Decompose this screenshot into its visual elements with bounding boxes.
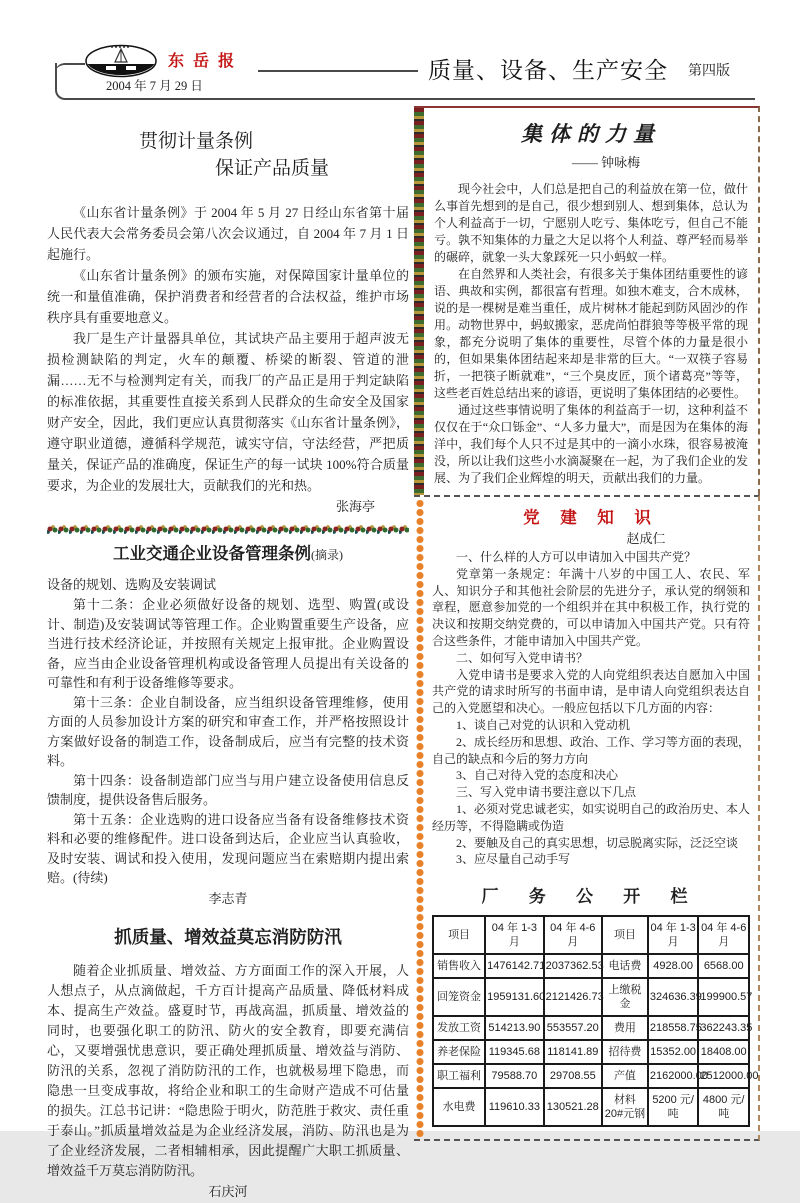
- paragraph: 入党申请书是要求入党的人向党组织表达自愿加入中国共产党的请求时所写的书面申请，是申请人向党组织表达自己的入党愿望和决心。一般应包括以下几方面的内容：: [432, 667, 750, 716]
- section-title: 质量、设备、生产安全: [428, 58, 668, 83]
- paragraph: 第十三条：企业自制设备，应当组织设备管理维修，使用方面的人员参加设计方案的研究和审查工作，并严格按照设计方案做好设备的制造工作，设备制成后，应当有完整的技术资料。: [47, 694, 409, 768]
- cell-item: 发放工资: [433, 1016, 485, 1040]
- column-header: 04 年 4-6 月: [698, 916, 749, 954]
- cell-value: 1959131.60: [485, 978, 543, 1016]
- article-metrology: [47, 128, 409, 518]
- cell-value: 218558.75: [648, 1016, 699, 1040]
- paragraph: 第十四条：设备制造部门应当与用户建立设备使用信息反馈制度，提供设备售后服务。: [47, 772, 409, 807]
- party-knowledge-panel: [414, 495, 760, 1141]
- article-title-text: 工业交通企业设备管理条例: [113, 545, 311, 563]
- paragraph: 1、必须对党忠诚老实，如实说明自己的政治历史、本人经历等，不得隐瞒或伪造: [432, 801, 751, 833]
- paragraph: 一、什么样的人方可以申请加入中国共产党？: [456, 550, 697, 564]
- cell-item: 材料 20#元钢: [602, 1088, 648, 1126]
- cell-item: 职工福利: [433, 1064, 485, 1088]
- cell-item: 电话费: [602, 954, 648, 978]
- article-title: 贯彻计量条例: [139, 131, 254, 152]
- cell-value: 2162000.00: [648, 1064, 699, 1088]
- issue-date: 2004 年 7 月 29 日: [106, 79, 203, 93]
- factory-disclosure-table: [432, 915, 759, 1127]
- cell-item: 水电费: [433, 1088, 485, 1126]
- column-header: 项目: [602, 916, 648, 954]
- paragraph: 第十二条：企业必须做好设备的规划、选型、购置(或设计、制造)及安装调试等管理工作。企业购置重要生产设备，应当进行技术经济论证，并按照有关规定上报审批。企业购置设备，应当由企业设备管理机构或设备管理人员提出有关设备的可靠性和有利于设备维修等要求。: [47, 597, 409, 690]
- vine-border-decoration: [414, 108, 424, 495]
- cell-item: 养老保险: [433, 1040, 485, 1064]
- cell-value: 118141.89: [544, 1040, 602, 1064]
- paragraph: 2、要触及自己的真实思想，切忌脱离实际，泛泛空谈: [456, 835, 739, 850]
- essay-byline: —— 钟咏梅: [571, 155, 641, 170]
- cell-value: 119610.33: [485, 1088, 543, 1126]
- paragraph: 通过这些事情说明了集体的利益高于一切，这种利益不仅仅在于“众口铄金”、“人多力量大”，而是因为在集体的海洋中，我们每个人只不过是其中的一滴小水珠，很容易被淹没，所以让我们这些小水滴凝聚在一起，为了我们企业的发展、为了我们企业辉煌的明天，贡献出我们的力量。: [434, 403, 748, 485]
- newspaper-logo-icon: [84, 44, 158, 78]
- cell-value: 514213.90: [485, 1016, 543, 1040]
- cell-value: 4928.00: [648, 954, 699, 978]
- paragraph: 2、成长经历和思想、政治、工作、学习等方面的表现，自己的缺点和今后的努力方向: [432, 734, 751, 766]
- cell-value: 199900.57: [698, 978, 749, 1016]
- cell-value: 29708.55: [544, 1064, 602, 1088]
- article-title: [47, 540, 409, 564]
- cell-value: 2037362.53: [544, 954, 602, 978]
- party-section-title: 党 建 知 识: [523, 509, 659, 527]
- cell-value: 130521.28: [544, 1088, 602, 1126]
- cell-value: 5200 元/吨: [648, 1088, 699, 1126]
- cell-item: 费用: [602, 1016, 648, 1040]
- article-title-suffix: (摘录): [311, 548, 343, 562]
- cell-value: 553557.20: [544, 1016, 602, 1040]
- cell-value: 119345.68: [485, 1040, 543, 1064]
- cell-item: 上缴税金: [602, 978, 648, 1016]
- cell-value: 4800 元/吨: [698, 1088, 749, 1126]
- edition-label: 第四版: [688, 64, 730, 79]
- paragraph: 我厂是生产计量器具单位，其试块产品主要用于超声波无损检测缺陷的判定，火车的颠覆、桥梁的断裂、管道的泄漏……无不与检测判定有关，而我厂的产品正是用于判定缺陷的标准依据，其重要性直接关系到人民群众的生命安全及国家财产安全，因此，我们更应认真贯彻落实《山东省计量条例》，遵守职业道德，遵循科学规范，诚实守信，守法经营，严把质量关，保证产品的准确度，保证生产的每一试块 100%符合质量要求，为企业的发展壮大，贡献我们的光和热。: [47, 331, 409, 493]
- cell-value: 18408.00: [698, 1040, 749, 1064]
- flower-divider: [47, 525, 409, 534]
- article-title: 保证产品质量: [215, 158, 330, 179]
- paragraph: 二、如何写入党申请书？: [456, 650, 589, 665]
- party-byline: 赵成仁: [626, 531, 666, 546]
- left-column: [47, 128, 409, 1203]
- cell-item: 销售收入: [433, 954, 485, 978]
- paragraph: 《山东省计量条例》的颁布实施，对保障国家计量单位的统一和量值准确，保护消费者和经营者的合法权益，维护市场秩序具有重要地意义。: [47, 268, 409, 325]
- factory-board-title: 厂 务 公 开 栏: [481, 887, 701, 907]
- paragraph: 在自然界和人类社会，有很多关于集体团结重要性的谚语、典故和实例，都很富有哲理。如独木难支，合木成林，说的是一棵树是难当重任，成片树林才能起到防风固沙的作用。动物世界中，蚂蚁搬家，恶虎尚怕群狼等等极平常的现象，都充分说明了集体的重要性，尽管个体的力量是很小的，但如果集体团结起来却是非常的巨大。“一双筷子容易折，一把筷子断就难”，“三个臭皮匠，顶个诸葛亮”等等，这些老百姓总结出来的谚语，更说明了集体团结的必要性。: [434, 267, 748, 400]
- paragraph: 现今社会中，人们总是把自己的利益放在第一位，做什么事首先想到的是自己，很少想到别人、想到集体，总认为个人利益高于一切，宁愿别人吃亏、集体吃亏，但自己不能亏。孰不知集体的力量之大足以将个人利益、尊严轻而易举的碾碎，就象一头大象踩死一只小蚂蚁一样。: [434, 182, 748, 264]
- column-header: 项目: [433, 916, 485, 954]
- author-signature: 张海亭: [335, 499, 375, 514]
- essay-panel-collective-power: [414, 106, 760, 495]
- paragraph: 第十五条：企业选购的进口设备应当备有设备维修技术资料和必要的维修配件。进口设备到达后，企业应当认真验收，及时安装、调试和投入使用，发现问题应当在索赔期内提出索赔。(待续): [47, 811, 409, 885]
- table-row: [433, 1088, 749, 1126]
- paragraph: 3、应尽量自己动手写: [456, 852, 571, 867]
- article-title: 抓质量、增效益莫忘消防防汛: [114, 926, 342, 947]
- article-equipment-regulation: [47, 540, 409, 910]
- article-fire-flood: [47, 924, 409, 1203]
- column-header: 04 年 1-3 月: [485, 916, 543, 954]
- table-row: [433, 1016, 749, 1040]
- right-column: [414, 106, 760, 1141]
- table-row: [433, 1064, 749, 1088]
- paragraph: 党章第一条规定：年满十八岁的中国工人、农民、军人、知识分子和其他社会阶层的先进分子，承认党的纲领和章程，愿意参加党的一个组织并在其中积极工作，执行党的决议和按期交纳党费的，可以申请加入中国共产党。只有符合这些条件，才能申请加入中国共产党。: [432, 566, 750, 648]
- column-header: 04 年 4-6 月: [544, 916, 602, 954]
- cell-value: 2512000.00: [698, 1064, 749, 1088]
- author-signature: 石庆河: [208, 1183, 248, 1199]
- table-row: [433, 978, 749, 1016]
- cell-item: 招待费: [602, 1040, 648, 1064]
- scallop-border-decoration: [416, 499, 424, 1137]
- cell-value: 6568.00: [698, 954, 749, 978]
- cell-item: 产值: [602, 1064, 648, 1088]
- paragraph: 1、谈自己对党的认识和入党动机: [456, 717, 631, 732]
- cell-value: 79588.70: [485, 1064, 543, 1088]
- essay-title: 集体的力量: [521, 122, 661, 146]
- cell-value: 362243.35: [698, 1016, 749, 1040]
- table-header-row: [433, 916, 749, 954]
- paragraph: 3、自己对待入党的态度和决心: [456, 768, 619, 783]
- cell-value: 324636.39: [648, 978, 699, 1016]
- paragraph: 《山东省计量条例》于 2004 年 5 月 27 日经山东省第十届人民代表大会常务委员会第八次会议通过，自 2004 年 7 月 1 日起施行。: [47, 205, 409, 262]
- paragraph: 三、写入党申请书要注意以下几点: [456, 785, 637, 800]
- cell-item: 回笼资金: [433, 978, 485, 1016]
- paper-name: 东岳报: [168, 53, 244, 70]
- cell-value: 1476142.71: [485, 954, 543, 978]
- cell-value: 2121426.73: [544, 978, 602, 1016]
- header-dash-rule: [258, 70, 418, 72]
- column-header: 04 年 1-3 月: [648, 916, 699, 954]
- paragraph: 随着企业抓质量、增效益、方方面面工作的深入开展，人人想点子，从点滴做起，千方百计提高产品质量、降低材料成本、提高生产效益。盛夏时节，再战高温，抓质量、增效益的同时，也要强化职工的防汛、防火的安全教育，即要充满信心，又要增强忧患意识，要正确处理抓质量、增效益与消防、防汛的关系，忽视了消防防汛的工作，也就极易埋下隐患，而隐患一旦变成事故，将给企业和职工的生命财产造成不可估量的损失。江总书记讲：“隐患险于明火，防范胜于救灾、责任重于泰山。”抓质量增效益是为企业经济发展，消防、防汛也是为了企业经济发展，二者相辅相承，因此提醒广大职工抓质量、增效益千万莫忘消防防汛。: [47, 962, 409, 1178]
- author-signature: 李志青: [208, 890, 248, 906]
- table-row: [433, 1040, 749, 1064]
- header-bracket-top-rule: [55, 63, 85, 73]
- section-heading: 设备的规划、选购及安装调试: [47, 577, 217, 592]
- table-row: [433, 954, 749, 978]
- cell-value: 15352.00: [648, 1040, 699, 1064]
